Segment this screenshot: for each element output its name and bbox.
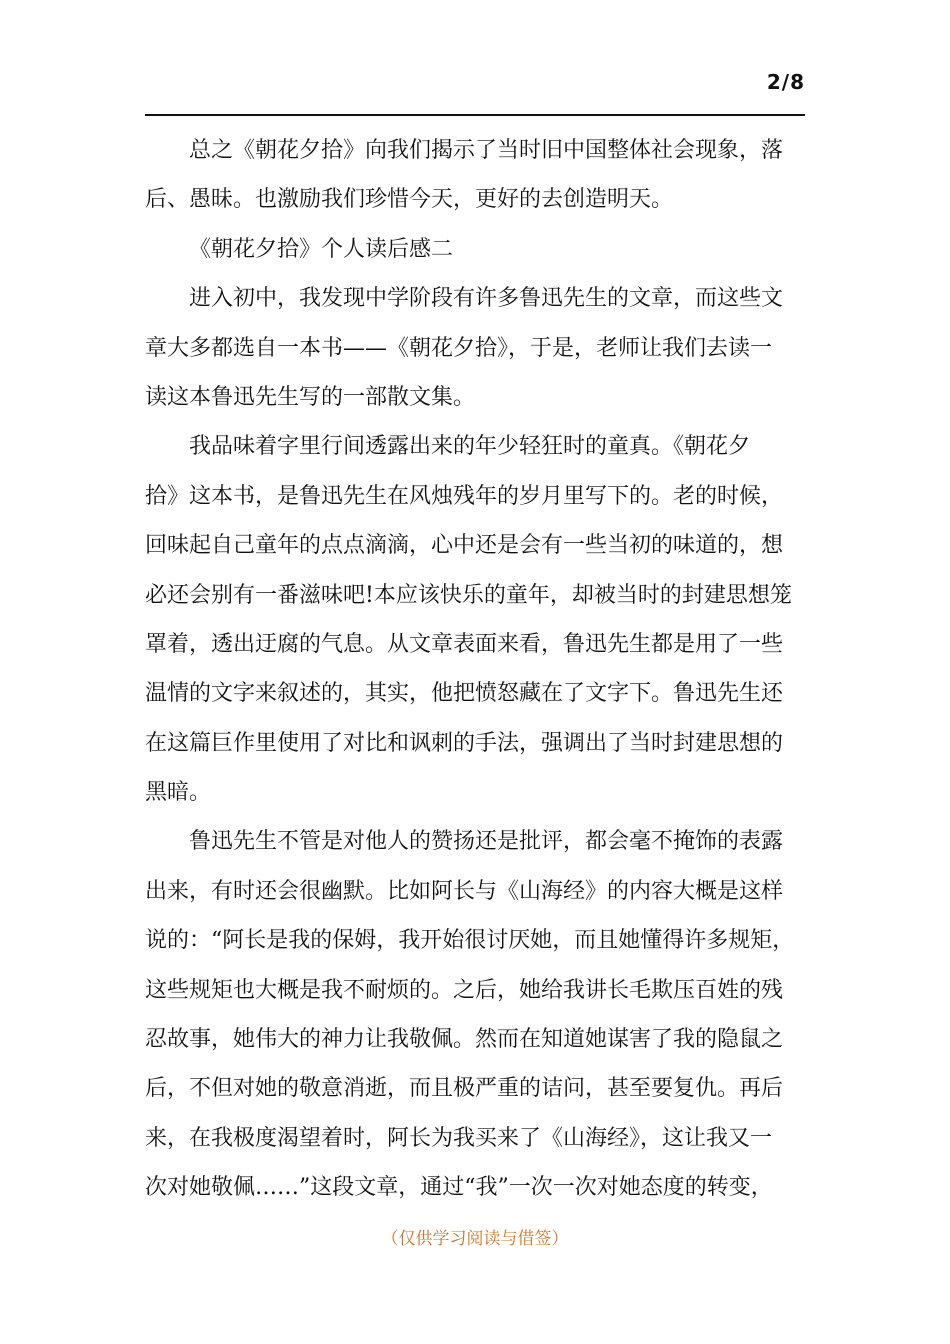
footer-note: （仅供学习阅读与借签） — [381, 1229, 569, 1249]
paragraph-line: 这些规矩也大概是我不耐烦的。之后，她给我讲长毛欺压百姓的残 — [145, 977, 784, 1003]
paragraph-line: 回味起自己童年的点点滴滴，心中还是会有一些当初的味道的，想 — [145, 533, 784, 559]
page-header — [145, 66, 805, 116]
paragraph-line: 我品味着字里行间透露出来的年少轻狂时的童真。《朝花夕 — [189, 434, 751, 460]
paragraph-line: 忍故事，她伟大的神力让我敬佩。然而在知道她谋害了我的隐鼠之 — [145, 1027, 784, 1053]
paragraph-line: 次对她敬佩……”这段文章，通过“我”一次一次对她态度的转变， — [145, 1175, 773, 1201]
paragraph-line: 进入初中，我发现中学阶段有许多鲁迅先生的文章，而这些文 — [189, 286, 784, 312]
paragraph-line: 后，不但对她的敬意消逝，而且极严重的诘问，甚至要复仇。再后 — [145, 1076, 784, 1102]
paragraph-line: 出来，有时还会很幽默。比如阿长与《山海经》的内容大概是这样 — [145, 878, 784, 904]
paragraph-line: 鲁迅先生不管是对他人的赞扬还是批评，都会毫不掩饰的表露 — [189, 829, 784, 855]
paragraph-line: 章大多都选自一本书——《朝花夕拾》，于是，老师让我们去读一 — [145, 335, 773, 361]
paragraph-line: 罩着，透出迂腐的气息。从文章表面来看，鲁迅先生都是用了一些 — [145, 631, 784, 657]
paragraph-line: 读这本鲁迅先生写的一部散文集。 — [145, 384, 476, 410]
paragraph-line: 温情的文字来叙述的，其实，他把愤怒藏在了文字下。鲁迅先生还 — [145, 681, 784, 707]
paragraph-line: 说的：“阿长是我的保姆，我开始很讨厌她，而且她懂得许多规矩， — [145, 928, 795, 954]
page-number: 2/8 — [766, 70, 805, 94]
paragraph-line: 总之《朝花夕拾》向我们揭示了当时旧中国整体社会现象，落 — [189, 138, 784, 163]
document-body — [145, 126, 809, 1213]
paragraph-line: 必还会别有一番滋味吧!本应该快乐的童年，却被当时的封建思想笼 — [145, 582, 792, 608]
paragraph-line: 后、愚昧。也激励我们珍惜今天，更好的去创造明天。 — [145, 187, 674, 213]
section-title: 《朝花夕拾》个人读后感二 — [189, 236, 454, 262]
paragraph-line: 在这篇巨作里使用了对比和讽刺的手法，强调出了当时封建思想的 — [145, 730, 784, 756]
paragraph-line: 来，在我极度渴望着时，阿长为我买来了《山海经》，这让我又一 — [145, 1125, 773, 1151]
paragraph-line: 拾》这本书，是鲁迅先生在风烛残年的岁月里写下的。老的时候， — [145, 483, 784, 509]
paragraph-line: 黑暗。 — [145, 780, 212, 806]
